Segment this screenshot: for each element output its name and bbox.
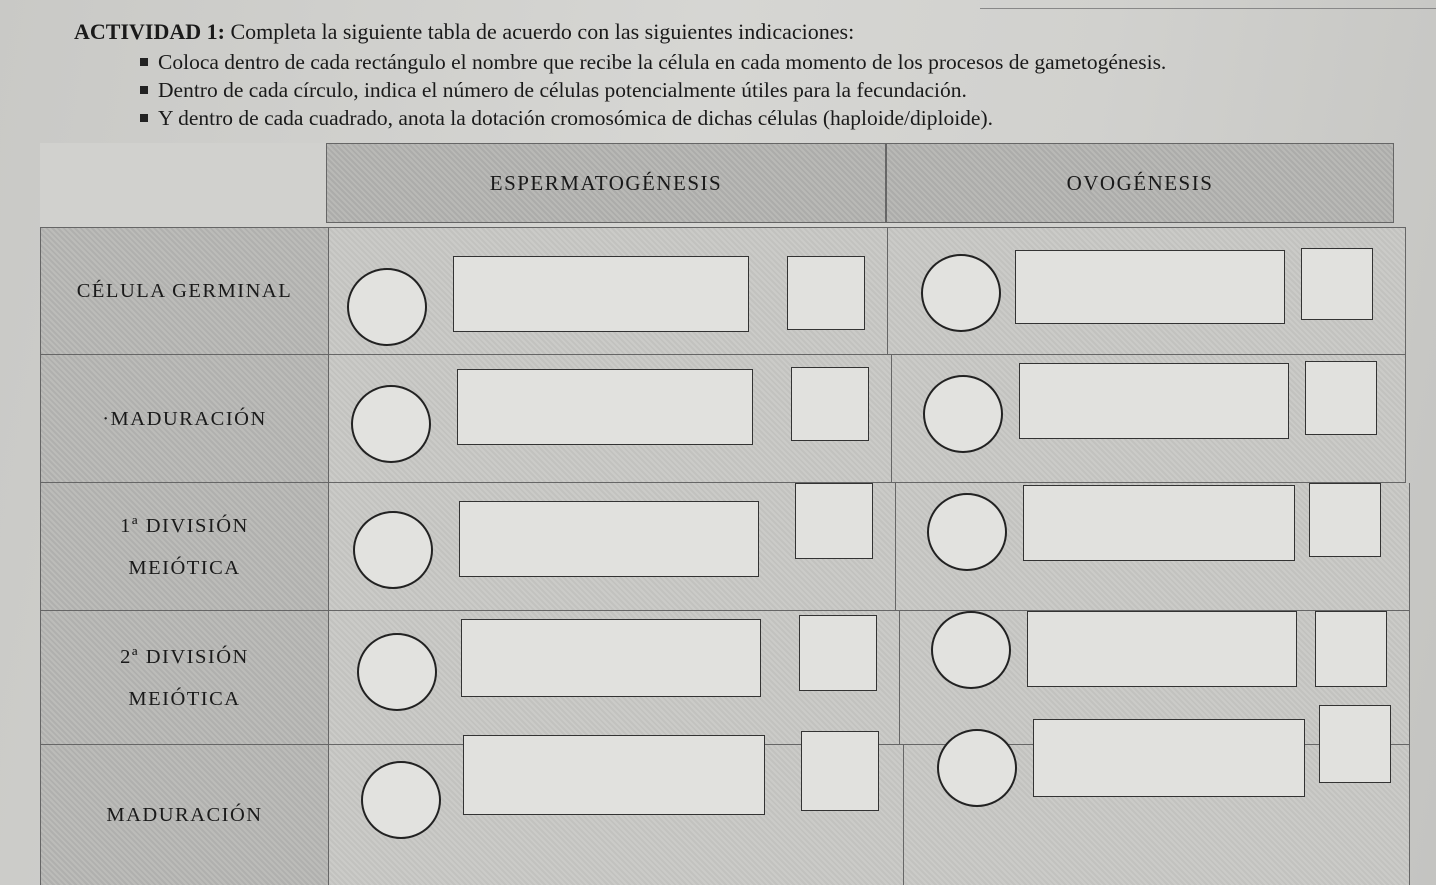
activity-title-bold: ACTIVIDAD 1: <box>74 19 225 44</box>
cell-count-circle[interactable] <box>361 761 441 839</box>
column-divider <box>887 228 888 354</box>
row-cells <box>329 355 1405 482</box>
chromosome-square[interactable] <box>787 256 865 330</box>
column-divider <box>895 483 896 610</box>
cell-name-rectangle[interactable] <box>453 256 749 332</box>
chromosome-square[interactable] <box>1319 705 1391 783</box>
instruction-list <box>74 48 1414 132</box>
top-rule <box>980 8 1436 9</box>
activity-title-rest: Completa la siguiente tabla de acuerdo con las siguientes indicaciones: <box>224 19 855 44</box>
row-label: 1ª DIVISIÓN MEIÓTICA <box>41 483 329 610</box>
cell-name-rectangle[interactable] <box>463 735 765 815</box>
column-divider <box>899 611 900 744</box>
column-header-espermatogenesis: ESPERMATOGÉNESIS <box>326 143 886 223</box>
cell-count-circle[interactable] <box>353 511 433 589</box>
cell-count-circle[interactable] <box>937 729 1017 807</box>
cell-count-circle[interactable] <box>347 268 427 346</box>
instruction-item: Y dentro de cada cuadrado, anota la dotación cromosómica de dichas células (haploide/diploide). <box>140 104 1414 132</box>
instruction-item: Dentro de cada círculo, indica el número de células potencialmente útiles para la fecundación. <box>140 76 1414 104</box>
bullet-square-icon <box>140 114 148 122</box>
table-row-maduracion-inicial <box>40 355 1406 483</box>
row-label: CÉLULA GERMINAL <box>41 228 329 354</box>
chromosome-square[interactable] <box>1315 611 1387 687</box>
cell-count-circle[interactable] <box>923 375 1003 453</box>
cell-count-circle[interactable] <box>927 493 1007 571</box>
bullet-square-icon <box>140 86 148 94</box>
cell-name-rectangle[interactable] <box>461 619 761 697</box>
cell-count-circle[interactable] <box>351 385 431 463</box>
row-cells <box>329 228 1405 354</box>
cell-name-rectangle[interactable] <box>1033 719 1305 797</box>
table-row-maduracion-final <box>40 745 1410 885</box>
chromosome-square[interactable] <box>791 367 869 441</box>
column-divider <box>903 745 904 885</box>
row-label: ·MADURACIÓN <box>41 355 329 482</box>
activity-title <box>74 18 1414 46</box>
instruction-item: Coloca dentro de cada rectángulo el nombre que recibe la célula en cada momento de los procesos de gametogénesis. <box>140 48 1414 76</box>
column-header-ovogenesis: OVOGÉNESIS <box>886 143 1394 223</box>
gametogenesis-table <box>40 143 1410 885</box>
cell-name-rectangle[interactable] <box>1015 250 1285 324</box>
bullet-square-icon <box>140 58 148 66</box>
chromosome-square[interactable] <box>1305 361 1377 435</box>
row-cells <box>329 483 1409 610</box>
cell-name-rectangle[interactable] <box>1023 485 1295 561</box>
chromosome-square[interactable] <box>795 483 873 559</box>
chromosome-square[interactable] <box>1301 248 1373 320</box>
cell-name-rectangle[interactable] <box>459 501 759 577</box>
row-label: MADURACIÓN <box>41 745 329 885</box>
chromosome-square[interactable] <box>799 615 877 691</box>
cell-name-rectangle[interactable] <box>1027 611 1297 687</box>
column-divider <box>891 355 892 482</box>
table-corner <box>40 143 326 227</box>
cell-count-circle[interactable] <box>357 633 437 711</box>
cell-count-circle[interactable] <box>931 611 1011 689</box>
cell-count-circle[interactable] <box>921 254 1001 332</box>
chromosome-square[interactable] <box>1309 483 1381 557</box>
activity-header <box>74 18 1414 132</box>
cell-name-rectangle[interactable] <box>457 369 753 445</box>
row-cells <box>329 745 1409 885</box>
table-row-primera-division-meiotica <box>40 483 1410 611</box>
table-row-celula-germinal <box>40 227 1406 355</box>
chromosome-square[interactable] <box>801 731 879 811</box>
row-label: 2ª DIVISIÓN MEIÓTICA <box>41 611 329 744</box>
cell-name-rectangle[interactable] <box>1019 363 1289 439</box>
